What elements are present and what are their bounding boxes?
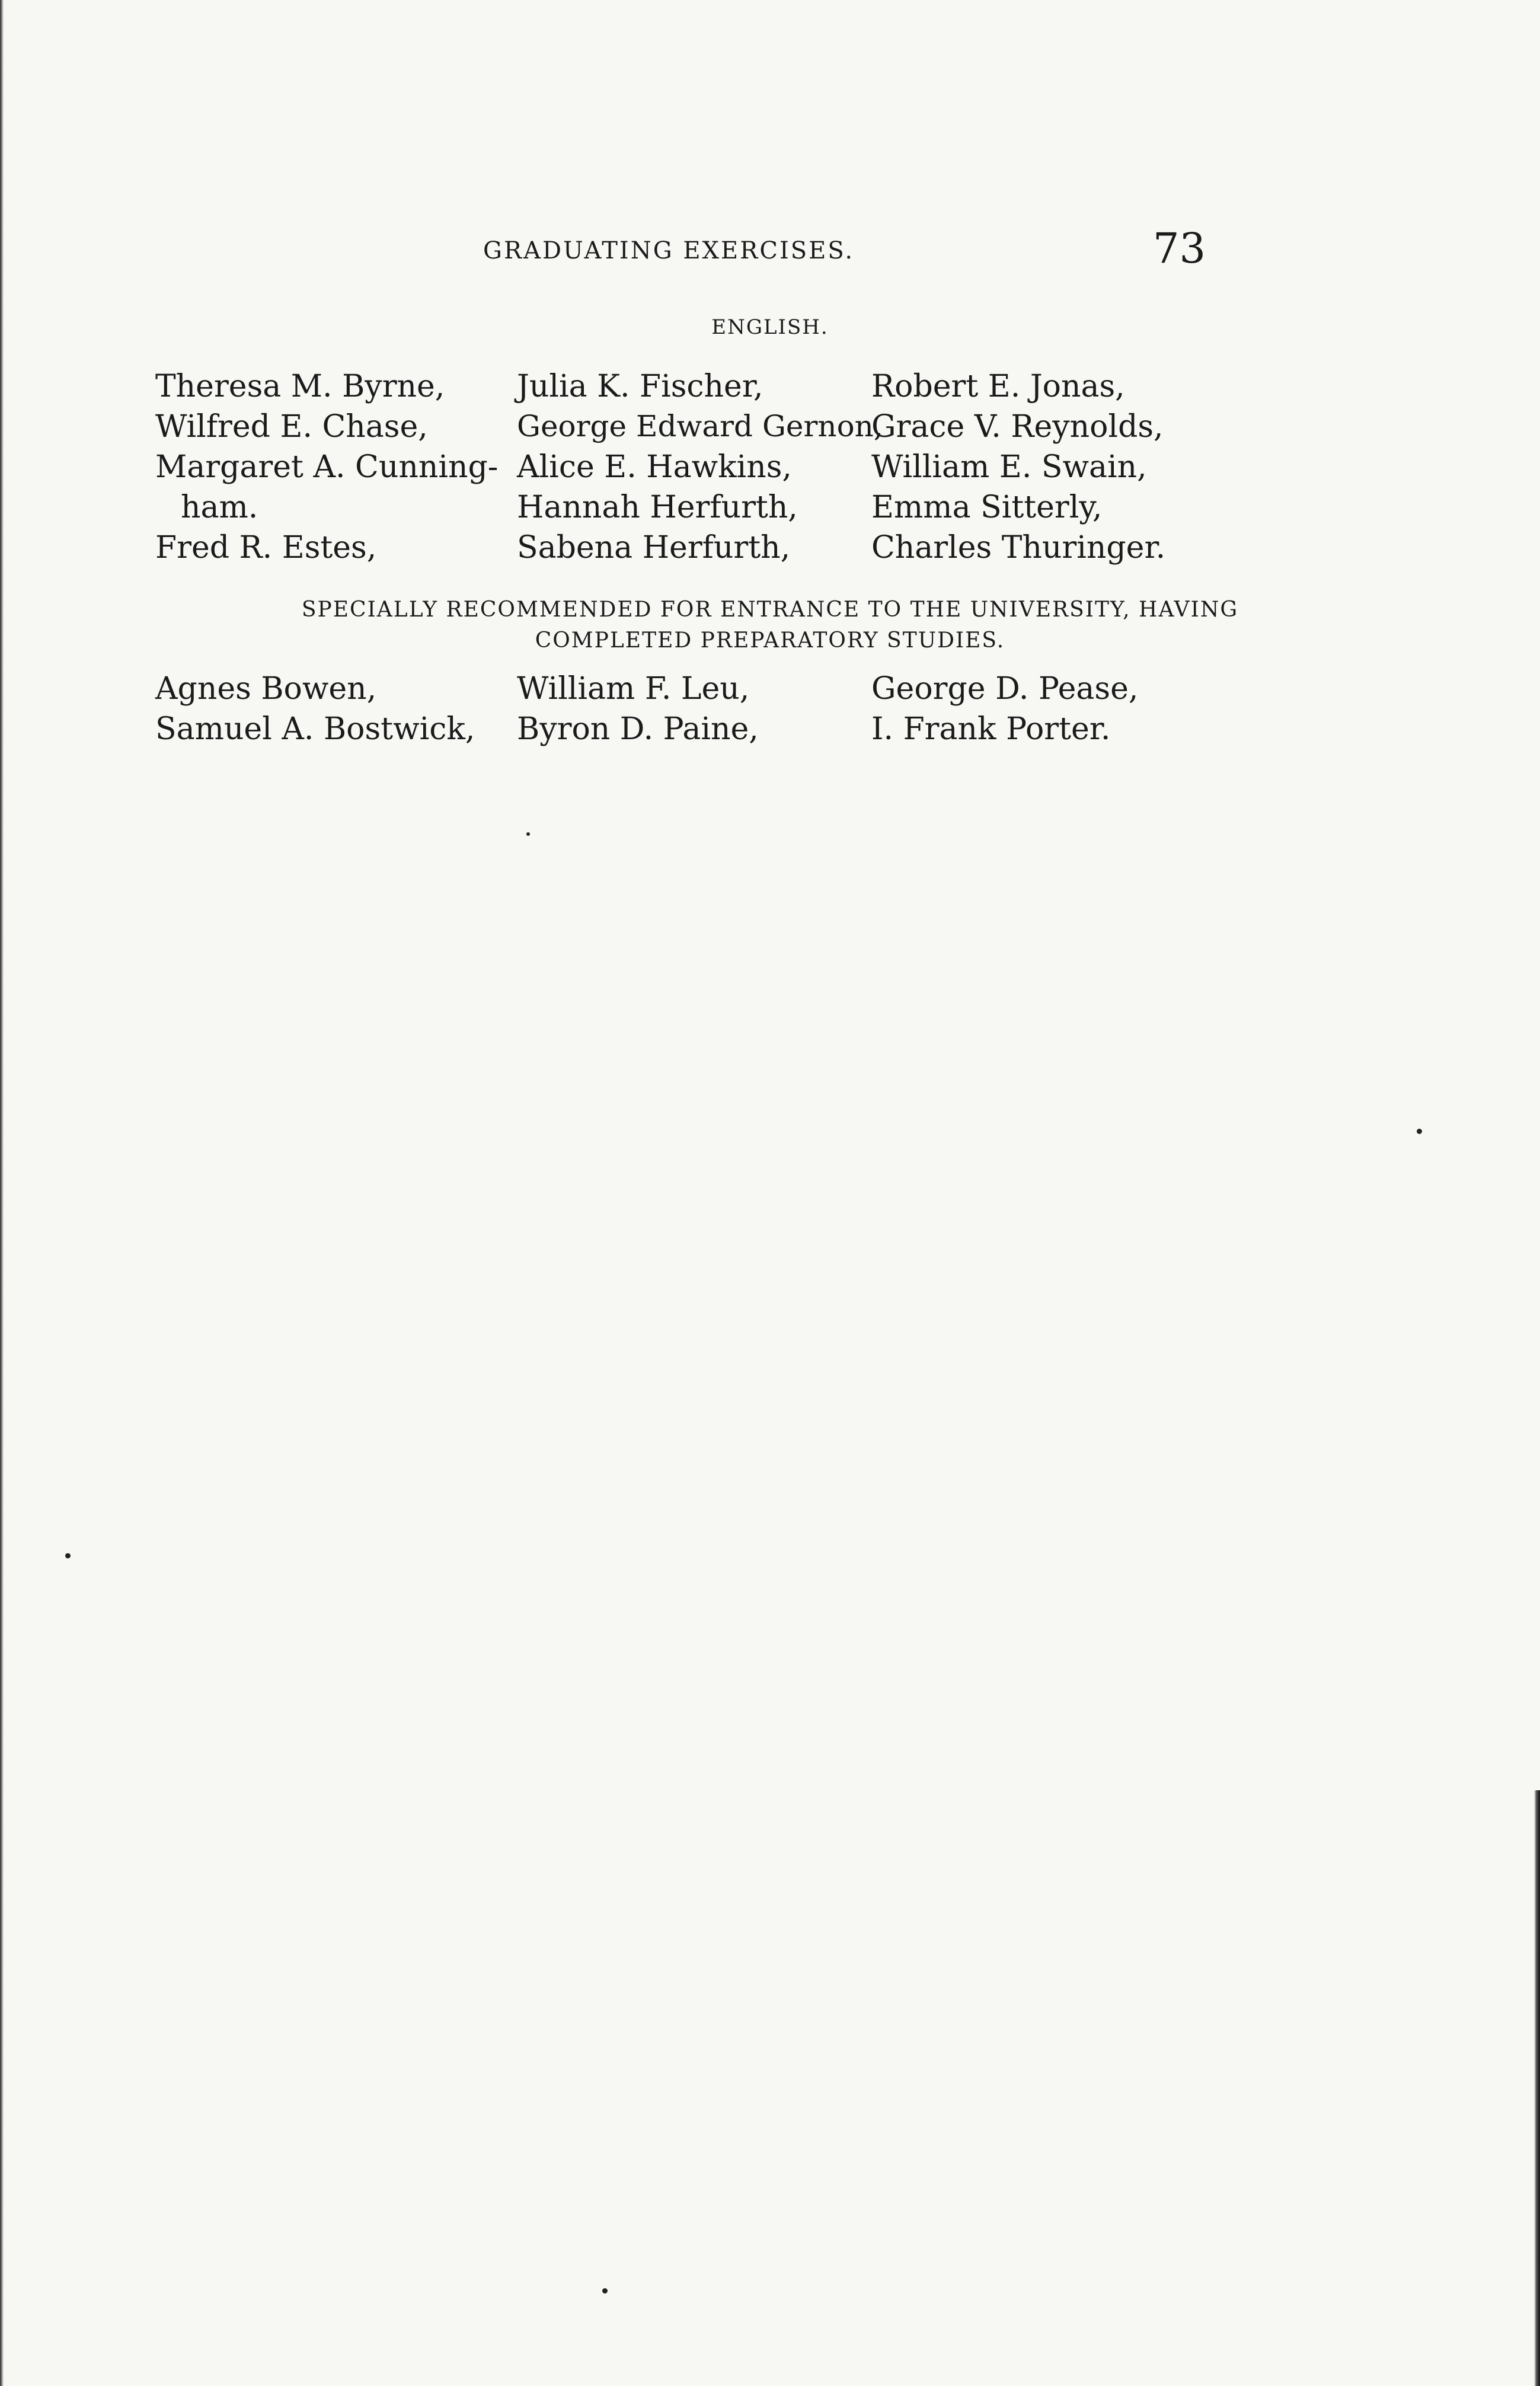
english-name: Theresa M. Byrne, [155,369,445,404]
recommended-name: I. Frank Porter. [871,711,1111,747]
english-name: Alice E. Hawkins, [517,449,792,485]
english-name: William E. Swain, [871,449,1147,485]
english-name: Fred R. Estes, [155,530,377,566]
english-name: Robert E. Jonas, [871,369,1125,404]
english-name: Sabena Herfurth, [517,530,791,566]
recommended-name: George D. Pease, [871,671,1139,707]
page-right-edge [1534,1790,1540,2386]
recommended-heading-line1: SPECIALLY RECOMMENDED FOR ENTRANCE TO THE UNIVERSITY, HAVING [301,598,1239,622]
scan-speck [602,2288,608,2294]
english-name: Grace V. Reynolds, [871,409,1164,445]
running-head: GRADUATING EXERCISES. [483,237,855,264]
english-heading: ENGLISH. [711,315,829,339]
english-name: George Edward Gernon, [517,409,883,443]
recommended-name: Byron D. Paine, [517,711,759,747]
english-name: Emma Sitterly, [871,490,1103,525]
english-name: Julia K. Fischer, [517,369,763,404]
scan-speck [65,1553,71,1558]
scan-speck [1417,1129,1422,1134]
recommended-name: William F. Leu, [517,671,750,707]
english-name: Hannah Herfurth, [517,490,798,525]
recommended-name: Agnes Bowen, [155,671,377,707]
scan-speck [526,832,530,836]
english-name: Wilfred E. Chase, [155,409,428,445]
recommended-name: Samuel A. Bostwick, [155,711,475,747]
english-name: Charles Thuringer. [871,530,1166,566]
english-name: Margaret A. Cunning- [155,449,499,485]
page-number: 73 [1153,224,1206,273]
page-left-edge [0,0,4,2386]
recommended-heading-line2: COMPLETED PREPARATORY STUDIES. [535,628,1005,653]
english-name: ham. [181,490,258,525]
